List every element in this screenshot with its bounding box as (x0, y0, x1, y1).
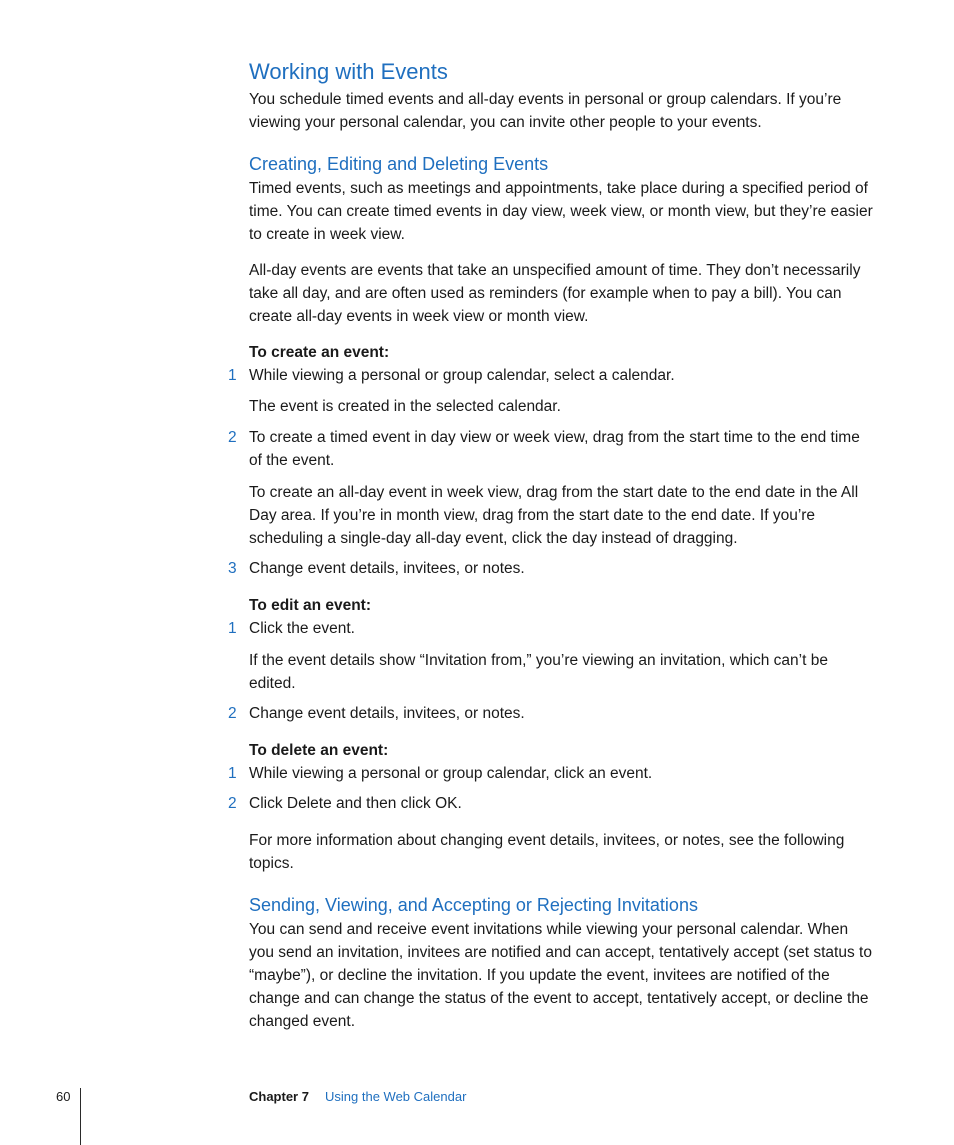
step-note: To create an all-day event in week view, drag from the start date to the end date in the All Day area. If you’re in month view, drag from the start date to the end date. If you’re scheduling a single-day all-day event, click the day instead of dragging. (249, 484, 859, 547)
step-text: To create a timed event in day view or week view, drag from the start time to the end time of the event. (249, 429, 860, 469)
page-footer (0, 1088, 954, 1145)
spacer (249, 472, 874, 481)
edit-task-label: To edit an event: (249, 597, 372, 614)
creating-para-2: All-day events are events that take an unspecified amount of time. They don’t necessarily take all day, and are often used as reminders (for example when to pay a bill). You can create all-day events in week view or month view. (249, 262, 861, 325)
step-text: Change event details, invitees, or notes. (249, 705, 525, 722)
step-note: If the event details show “Invitation from,” you’re viewing an invitation, which can’t be edited. (249, 652, 828, 692)
creating-para-1: Timed events, such as meetings and appointments, take place during a specified period of time. You can create timed events in day view, week view, or month view, but they’re easier to create in week view. (249, 180, 873, 243)
create-step-3 (228, 557, 874, 580)
spacer (249, 246, 874, 259)
spacer (249, 785, 874, 792)
section-intro: You schedule timed events and all-day events in personal or group calendars. If you’re viewing your personal calendar, you can invite other people to your events. (249, 91, 842, 131)
spacer (249, 418, 874, 426)
section-title: Working with Events (249, 59, 448, 84)
invitations-para: You can send and receive event invitations while viewing your personal calendar. When you send an invitation, invitees are notified and can accept, tentatively accept (set status to “maybe”), or decline the invitation. If you update the event, invitees are notified of the change and can change the status of the event to accept, tentatively accept, or decline the changed event. (249, 921, 872, 1030)
step-number: 3 (228, 560, 237, 577)
chapter-label: Chapter 7 (249, 1089, 309, 1104)
spacer (249, 328, 874, 341)
step-text: Click the event. (249, 620, 355, 637)
edit-step-2 (228, 702, 874, 725)
step-number: 1 (228, 620, 237, 637)
page-content (228, 56, 874, 1033)
delete-step-2 (228, 792, 874, 815)
spacer (249, 640, 874, 649)
step-number: 1 (228, 765, 237, 782)
spacer (249, 387, 874, 395)
step-text: Click Delete and then click OK. (249, 795, 462, 812)
chapter-title-link[interactable]: Using the Web Calendar (325, 1089, 467, 1104)
create-step-2 (228, 426, 874, 472)
step-number: 2 (228, 429, 237, 446)
more-info-para: For more information about changing event details, invitees, or notes, see the following topics. (249, 832, 845, 872)
spacer (249, 134, 874, 151)
spacer (249, 550, 874, 557)
step-number: 1 (228, 367, 237, 384)
spacer (249, 815, 874, 829)
step-note: The event is created in the selected calendar. (249, 398, 561, 415)
step-number: 2 (228, 795, 237, 812)
spacer (249, 725, 874, 739)
spacer (249, 875, 874, 892)
step-text: While viewing a personal or group calendar, select a calendar. (249, 367, 675, 384)
create-task-label: To create an event: (249, 344, 390, 361)
edit-step-1 (228, 617, 874, 640)
create-step-1 (228, 364, 874, 387)
spacer (249, 695, 874, 702)
step-text: Change event details, invitees, or notes. (249, 560, 525, 577)
delete-task-label: To delete an event: (249, 742, 389, 759)
footer-divider (80, 1088, 81, 1145)
invitations-heading: Sending, Viewing, and Accepting or Rejecting Invitations (249, 895, 698, 915)
spacer (249, 580, 874, 594)
creating-heading: Creating, Editing and Deleting Events (249, 154, 549, 174)
step-text: While viewing a personal or group calendar, click an event. (249, 765, 653, 782)
step-number: 2 (228, 705, 237, 722)
delete-step-1 (228, 762, 874, 785)
page-number: 60 (56, 1089, 71, 1104)
